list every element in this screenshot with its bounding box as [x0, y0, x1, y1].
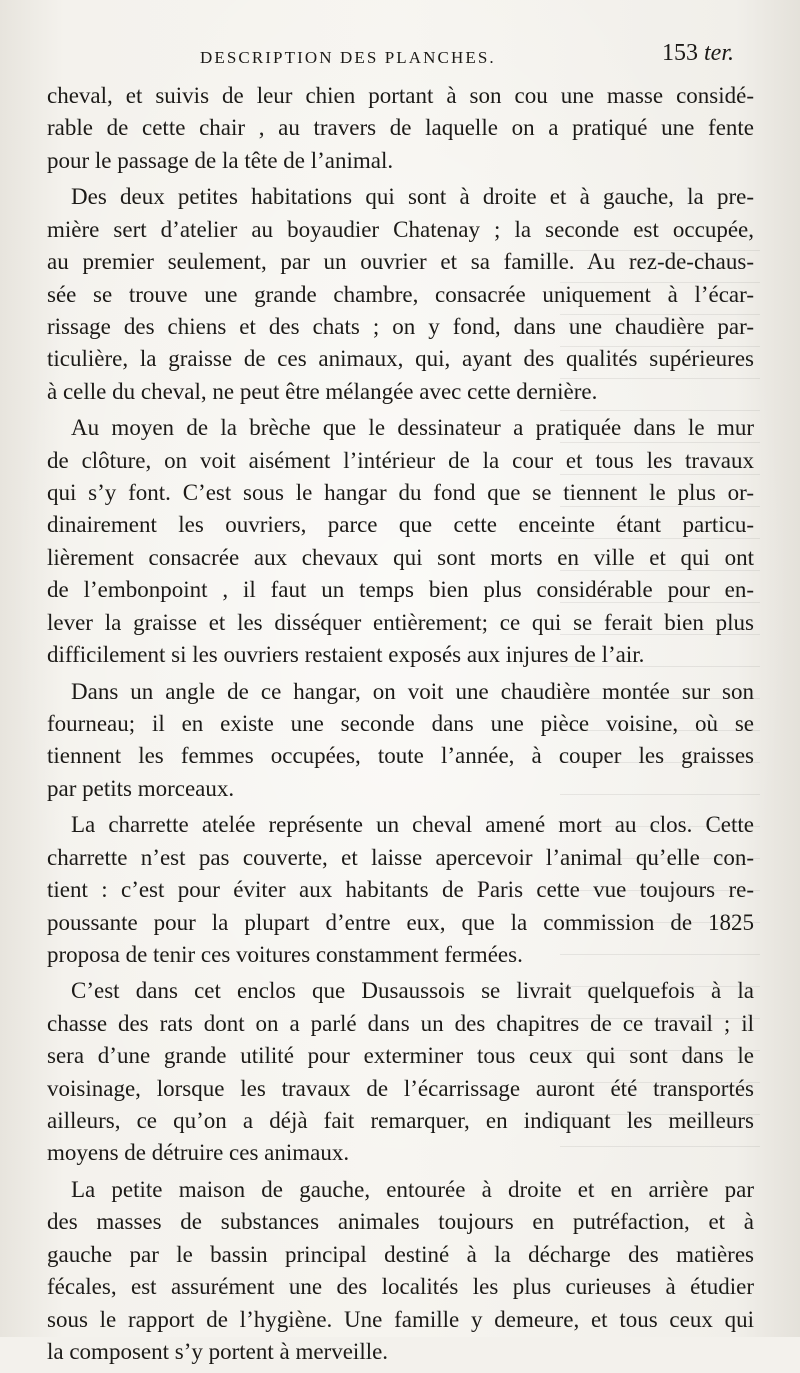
text-line: cheval, et suivis de leur chien portant à son cou une masse considé-	[47, 83, 754, 108]
body-text	[47, 80, 754, 1373]
running-head	[50, 40, 740, 76]
text-line: de l’embonpoint , il faut un temps bien plus considérable pour en-	[47, 577, 754, 603]
text-line: la composent s’y portent à merveille.	[47, 1338, 389, 1364]
paragraph	[47, 809, 754, 971]
text-line: des masses de substances animales toujours en putréfaction, et à	[47, 1209, 754, 1235]
text-line: fécales, est assurément une des localités les plus curieuses à étudier	[47, 1274, 754, 1300]
text-line: pour le passage de la tête de l’animal.	[47, 147, 394, 173]
text-line: rable de cette chair , au travers de laquelle on a pratiqué une fente	[47, 115, 754, 141]
text-line: ticulière, la graisse de ces animaux, qui, ayant des qualités supérieures	[47, 346, 754, 372]
text-line: La petite maison de gauche, entourée à droite et en arrière par	[71, 1177, 754, 1203]
text-line: chasse des rats dont on a parlé dans un des chapitres de ce travail ; il	[47, 1010, 754, 1036]
text-line: Au moyen de la brèche que le dessinateur a pratiquée dans le mur	[71, 415, 754, 441]
text-line: voisinage, lorsque les travaux de l’écarrissage auront été transportés	[47, 1075, 754, 1101]
text-line: proposa de tenir ces voitures constamment fermées.	[47, 941, 523, 967]
text-line: à celle du cheval, ne peut être mélangée avec cette dernière.	[47, 378, 598, 404]
text-line: rissage des chiens et des chats ; on y fond, dans une chaudière par-	[47, 313, 754, 339]
paragraph	[47, 181, 754, 408]
text-line: poussante pour la plupart d’entre eux, que la commission de 1825	[47, 909, 754, 935]
text-line: qui s’y font. C’est sous le hangar du fond que se tiennent le plus or-	[47, 480, 754, 506]
page-number	[662, 40, 734, 67]
text-line: tiennent les femmes occupées, toute l’année, à couper les graisses	[47, 743, 754, 769]
text-line: lièrement consacrée aux chevaux qui sont morts en ville et qui ont	[47, 544, 754, 570]
text-line: Dans un angle de ce hangar, on voit une chaudière montée sur son	[71, 678, 754, 704]
text-line: sera d’une grande utilité pour exterminer tous ceux qui sont dans le	[47, 1043, 754, 1069]
paragraph	[47, 975, 754, 1169]
text-line: sée se trouve une grande chambre, consacrée uniquement à l’écar-	[47, 281, 754, 307]
text-line: de clôture, on voit aisément l’intérieur de la cour et tous les travaux	[47, 447, 754, 473]
running-title: DESCRIPTION DES PLANCHES.	[200, 48, 496, 67]
paragraph	[47, 676, 754, 806]
text-line: Des deux petites habitations qui sont à droite et à gauche, la pre-	[71, 184, 754, 210]
text-line: au premier seulement, par un ouvrier et sa famille. Au rez-de-chaus-	[47, 249, 754, 275]
text-line: La charrette atelée représente un cheval amené mort au clos. Cette	[71, 812, 754, 838]
text-line: C’est dans cet enclos que Dusaussois se livrait quelquefois à la	[71, 978, 754, 1004]
text-line: par petits morceaux.	[47, 775, 235, 801]
text-line: dinairement les ouvriers, parce que cette enceinte étant particu-	[47, 512, 754, 538]
text-line: difficilement si les ouvriers restaient exposés aux injures de l’air.	[47, 642, 645, 668]
text-line: ailleurs, ce qu’on a déjà fait remarquer, en indiquant les meilleurs	[47, 1108, 754, 1134]
text-line: charrette n’est pas couverte, et laisse apercevoir l’animal qu’elle con-	[47, 844, 754, 870]
text-line: moyens de détruire ces animaux.	[47, 1140, 350, 1166]
text-line: sous le rapport de l’hygiène. Une famille y demeure, et tous ceux qui	[47, 1306, 754, 1332]
page-number-suffix: ter.	[704, 40, 734, 66]
paragraph	[47, 1174, 754, 1368]
paragraph	[47, 80, 754, 177]
page-number-value: 153	[662, 40, 698, 66]
text-line: lever la graisse et les disséquer entièrement; ce qui se ferait bien plus	[47, 609, 754, 635]
text-line: fourneau; il en existe une seconde dans une pièce voisine, où se	[47, 710, 754, 736]
text-line: gauche par le bassin principal destiné à la décharge des matières	[47, 1241, 754, 1267]
text-line: mière sert d’atelier au boyaudier Chatenay ; la seconde est occupée,	[47, 216, 754, 242]
text-line: tient : c’est pour éviter aux habitants de Paris cette vue toujours re-	[47, 877, 754, 903]
paragraph	[47, 412, 754, 671]
